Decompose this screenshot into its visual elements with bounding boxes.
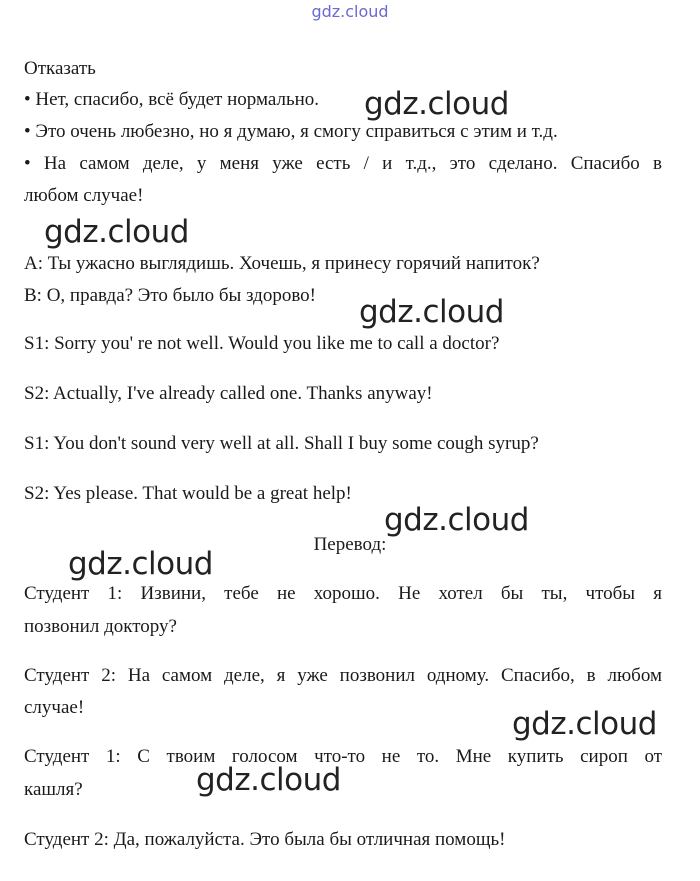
watermark-4: gdz.cloud <box>384 502 529 538</box>
english-line-3: S1: You don't sound very well at all. Shall I buy some cough syrup? <box>24 433 539 454</box>
translation-item-3-cont: кашля? <box>24 779 83 800</box>
english-line-4: S2: Yes please. That would be a great help! <box>24 483 352 504</box>
watermark-6: gdz.cloud <box>512 706 657 742</box>
refuse-title: Отказать <box>24 58 96 79</box>
dialogue-line-a: A: Ты ужасно выглядишь. Хочешь, я принесу горячий напиток? <box>24 253 540 274</box>
translation-item-2: Студент 2: На самом деле, я уже позвонил одному. Спасибо, в любом <box>24 665 662 686</box>
translation-item-4: Студент 2: Да, пожалуйста. Это была бы отличная помощь! <box>24 829 506 850</box>
translation-item-1-cont: позвонил доктору? <box>24 616 177 637</box>
english-line-1: S1: Sorry you' re not well. Would you like me to call a doctor? <box>24 333 500 354</box>
translation-label: Перевод: <box>313 534 387 555</box>
watermark-2: gdz.cloud <box>44 214 189 250</box>
translation-item-1: Студент 1: Извини, тебе не хорошо. Не хотел бы ты, чтобы я <box>24 583 662 604</box>
refuse-bullet-2: • Это очень любезно, но я думаю, я смогу справиться с этим и т.д. <box>24 121 558 142</box>
translation-item-2-cont: случае! <box>24 697 85 718</box>
refuse-bullet-3: • На самом деле, у меня уже есть / и т.д., это сделано. Спасибо в <box>24 153 662 174</box>
translation-item-3: Студент 1: С твоим голосом что-то не то. Мне купить сироп от <box>24 746 662 767</box>
refuse-bullet-3-cont: любом случае! <box>24 185 144 206</box>
watermark-7: gdz.cloud <box>196 762 341 798</box>
watermark-3: gdz.cloud <box>359 294 504 330</box>
watermark-1: gdz.cloud <box>364 86 509 122</box>
watermark-5: gdz.cloud <box>68 546 213 582</box>
refuse-bullet-1: • Нет, спасибо, всё будет нормально. <box>24 89 320 110</box>
dialogue-line-b: B: О, правда? Это было бы здорово! <box>24 285 316 306</box>
site-header[interactable]: gdz.cloud <box>311 2 389 21</box>
english-line-2: S2: Actually, I've already called one. Thanks anyway! <box>24 383 433 404</box>
